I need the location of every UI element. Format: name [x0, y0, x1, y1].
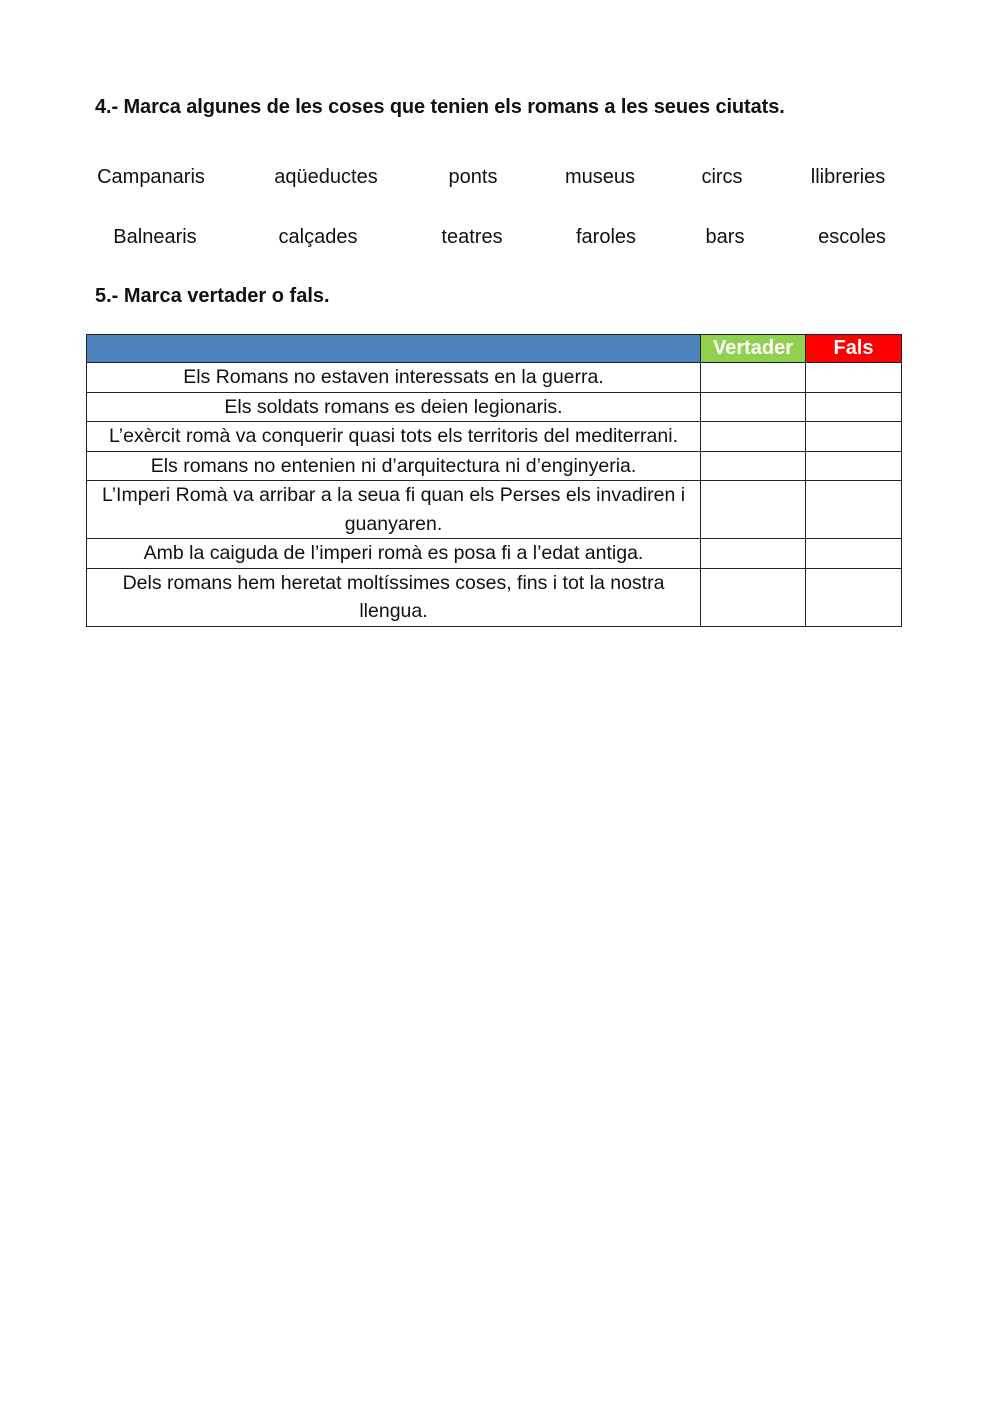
header-true: Vertader — [701, 335, 806, 363]
false-checkbox-cell[interactable] — [806, 363, 902, 393]
false-checkbox-cell[interactable] — [806, 568, 902, 626]
statement-text: Els soldats romans es deien legionaris. — [87, 392, 701, 422]
word-option[interactable]: museus — [564, 166, 636, 188]
false-checkbox-cell[interactable] — [806, 451, 902, 481]
statement-text: Els Romans no estaven interessats en la guerra. — [87, 363, 701, 393]
true-checkbox-cell[interactable] — [701, 539, 806, 569]
table-row — [87, 422, 902, 452]
true-false-table — [86, 334, 902, 627]
word-option[interactable]: aqüeductes — [274, 166, 378, 188]
word-option[interactable]: bars — [705, 226, 745, 248]
word-option[interactable]: ponts — [448, 166, 498, 188]
false-checkbox-cell[interactable] — [806, 539, 902, 569]
table-row — [87, 568, 902, 626]
header-blank-cell — [87, 335, 701, 363]
table-row — [87, 481, 902, 539]
false-checkbox-cell[interactable] — [806, 392, 902, 422]
table-row — [87, 392, 902, 422]
word-option[interactable]: teatres — [441, 226, 503, 248]
true-checkbox-cell[interactable] — [701, 568, 806, 626]
true-checkbox-cell[interactable] — [701, 363, 806, 393]
true-checkbox-cell[interactable] — [701, 422, 806, 452]
table-row — [87, 539, 902, 569]
table-header-row — [87, 335, 902, 363]
false-checkbox-cell[interactable] — [806, 481, 902, 539]
true-checkbox-cell[interactable] — [701, 451, 806, 481]
word-option[interactable]: escoles — [818, 226, 886, 248]
word-option[interactable]: llibreries — [810, 166, 886, 188]
statement-text: L’Imperi Romà va arribar a la seua fi quan els Perses els invadiren i guanyaren. — [87, 481, 701, 539]
statement-text: Els romans no entenien ni d’arquitectura ni d’enginyeria. — [87, 451, 701, 481]
false-checkbox-cell[interactable] — [806, 422, 902, 452]
question-5-title: 5.- Marca vertader o fals. — [95, 285, 330, 307]
statement-text: Amb la caiguda de l’imperi romà es posa fi a l’edat antiga. — [87, 539, 701, 569]
table-row — [87, 363, 902, 393]
word-option[interactable]: calçades — [278, 226, 358, 248]
word-option[interactable]: circs — [701, 166, 743, 188]
true-checkbox-cell[interactable] — [701, 392, 806, 422]
statement-text: Dels romans hem heretat moltíssimes coses, fins i tot la nostra llengua. — [87, 568, 701, 626]
true-checkbox-cell[interactable] — [701, 481, 806, 539]
table-row — [87, 451, 902, 481]
question-4-title: 4.- Marca algunes de les coses que tenien els romans a les seues ciutats. — [95, 96, 785, 118]
header-false: Fals — [806, 335, 902, 363]
statement-text: L’exèrcit romà va conquerir quasi tots els territoris del mediterrani. — [87, 422, 701, 452]
word-option[interactable]: faroles — [575, 226, 637, 248]
word-option[interactable]: Campanaris — [97, 166, 205, 188]
word-option[interactable]: Balnearis — [113, 226, 197, 248]
